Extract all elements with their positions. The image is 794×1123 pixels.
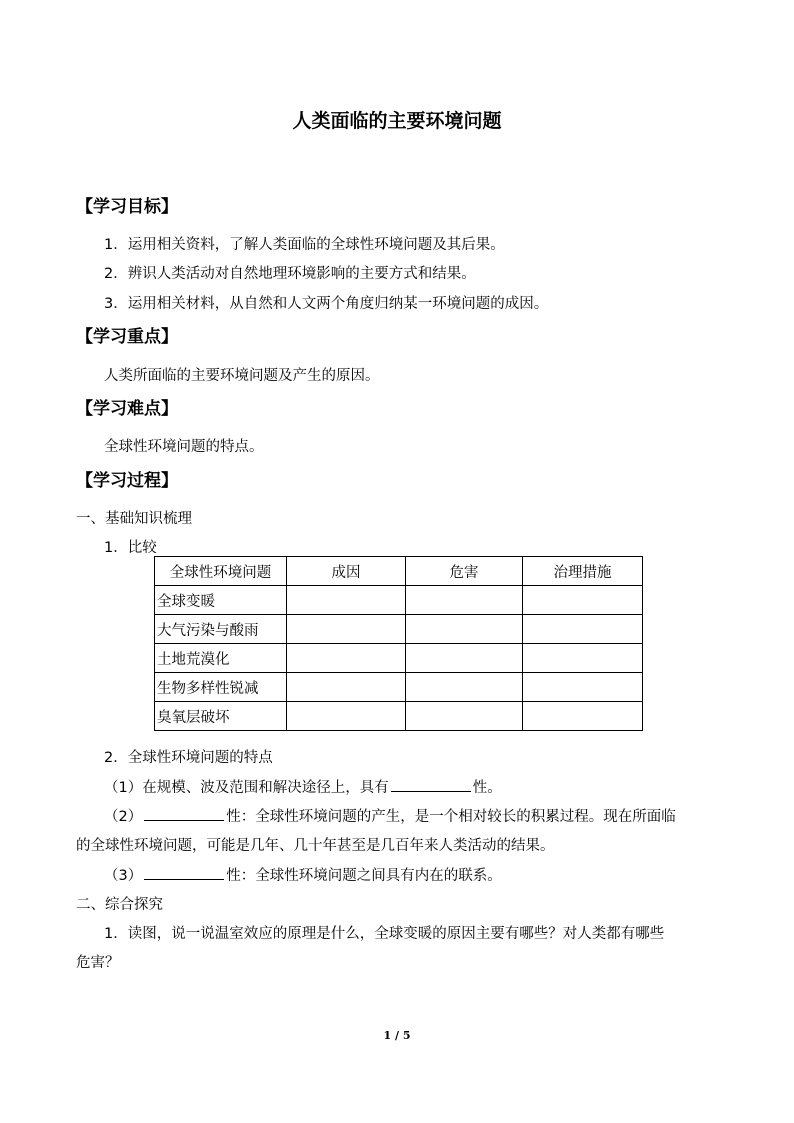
table-cell: 全球变暖 — [155, 586, 287, 615]
key-points-heading: 【学习重点】 — [76, 327, 178, 347]
features-label: 2．全球性环境问题的特点 — [104, 750, 273, 766]
table-cell — [523, 673, 643, 702]
key-points-text: 人类所面临的主要环境问题及产生的原因。 — [104, 368, 380, 384]
table-header-cell: 治理措施 — [523, 557, 643, 586]
table-cell: 土地荒漠化 — [155, 644, 287, 673]
feature-line — [104, 805, 676, 826]
table-row — [155, 586, 643, 615]
difficulties-text: 全球性环境问题的特点。 — [104, 439, 264, 455]
table-cell — [287, 644, 406, 673]
table-header-cell: 全球性环境问题 — [155, 557, 287, 586]
process-heading: 【学习过程】 — [76, 471, 178, 491]
feature-line — [104, 864, 502, 885]
comparison-table — [154, 556, 643, 731]
table-cell — [523, 702, 643, 731]
compare-label: 1．比较 — [104, 540, 157, 556]
table-cell — [406, 702, 523, 731]
feature-text: 性：全球性环境问题之间具有内在的联系。 — [226, 868, 502, 884]
table-cell — [406, 586, 523, 615]
objective-item: 1．运用相关资料，了解人类面临的全球性环境问题及其后果。 — [104, 237, 505, 253]
objective-item: 3．运用相关材料，从自然和人文两个角度归纳某一环境问题的成因。 — [104, 296, 549, 312]
table-header-cell: 危害 — [406, 557, 523, 586]
table-cell — [287, 702, 406, 731]
feature-text: （1）在规模、波及范围和解决途径上，具有 — [104, 780, 389, 796]
table-cell: 生物多样性锐减 — [155, 673, 287, 702]
fill-blank — [144, 865, 224, 880]
page-title: 人类面临的主要环境问题 — [292, 110, 502, 132]
table-row — [155, 615, 643, 644]
table-row — [155, 673, 643, 702]
table-cell: 大气污染与酸雨 — [155, 615, 287, 644]
fill-blank — [144, 806, 224, 821]
feature-text: 性。 — [472, 780, 502, 796]
objective-item: 2．辨识人类活动对自然地理环境影响的主要方式和结果。 — [104, 266, 476, 282]
feature-text: （2） — [104, 809, 143, 825]
table-row — [155, 644, 643, 673]
table-cell — [523, 644, 643, 673]
fill-blank — [391, 777, 471, 792]
table-header-cell: 成因 — [287, 557, 406, 586]
feature-text: （3） — [104, 868, 143, 884]
table-cell — [406, 644, 523, 673]
table-cell — [287, 586, 406, 615]
table-cell — [523, 586, 643, 615]
feature-text: 性：全球性环境问题的产生，是一个相对较长的积累过程。现在所面临 — [226, 809, 676, 825]
difficulties-heading: 【学习难点】 — [76, 399, 178, 419]
table-cell — [287, 615, 406, 644]
table-cell — [287, 673, 406, 702]
table-cell — [406, 673, 523, 702]
section-one-heading: 一、基础知识梳理 — [76, 511, 192, 527]
table-cell — [523, 615, 643, 644]
feature-continuation: 的全球性环境问题，可能是几年、几十年甚至是几百年来人类活动的结果。 — [76, 838, 555, 854]
section-two-heading: 二、综合探究 — [76, 897, 163, 913]
question-text: 1．读图，说一说温室效应的原理是什么，全球变暖的原因主要有哪些？对人类都有哪些 — [104, 926, 665, 942]
feature-line — [104, 776, 502, 797]
question-text-continued: 危害？ — [76, 955, 120, 971]
table-header-row — [155, 557, 643, 586]
table-cell: 臭氧层破坏 — [155, 702, 287, 731]
page-number: 1 / 5 — [383, 1029, 411, 1042]
table-row — [155, 702, 643, 731]
objectives-heading: 【学习目标】 — [76, 197, 178, 217]
table-cell — [406, 615, 523, 644]
